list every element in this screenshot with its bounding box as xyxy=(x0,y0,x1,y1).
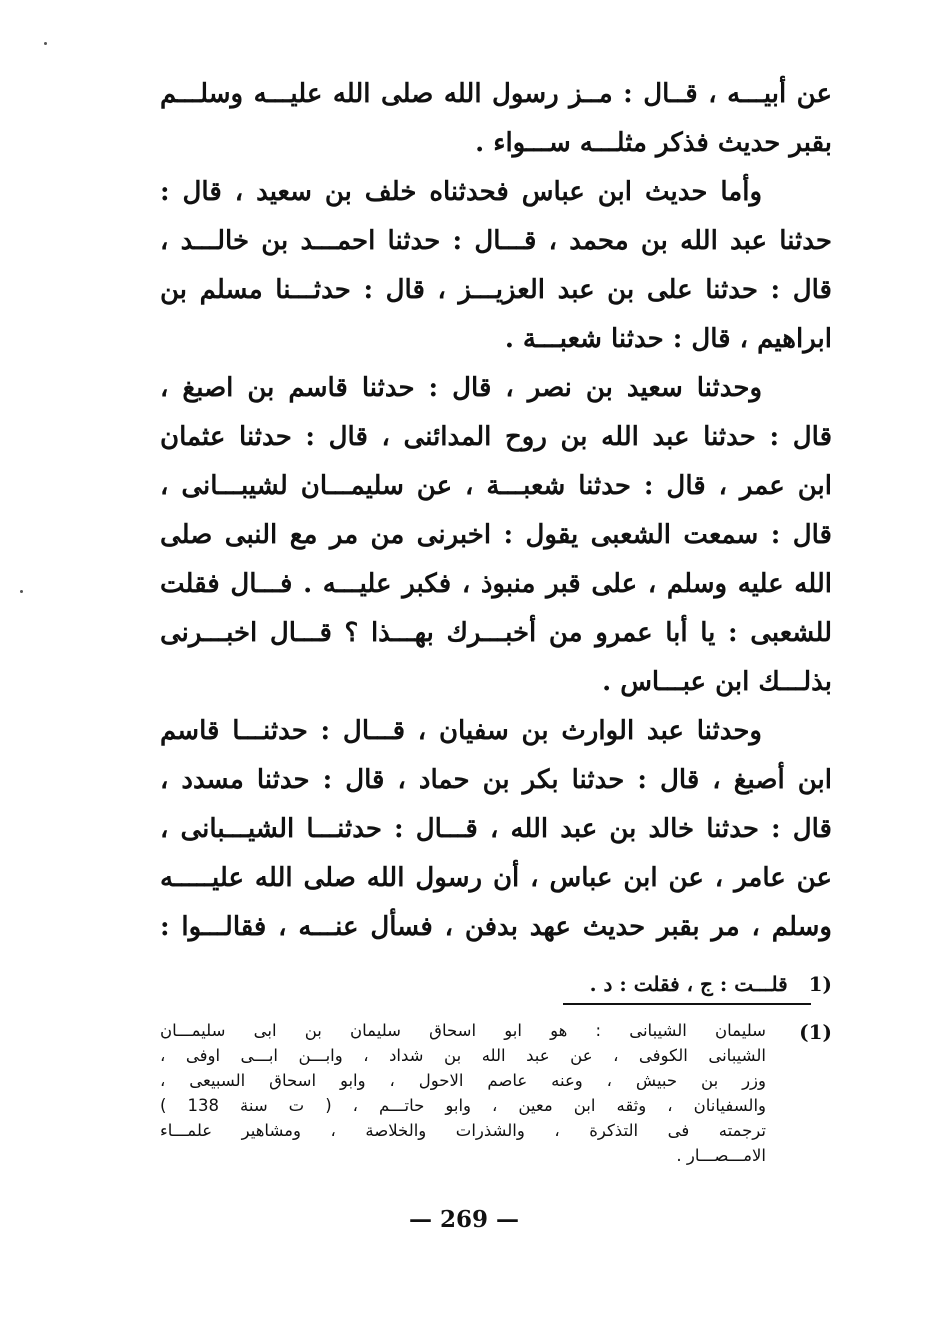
text-line: ابراهيم ، قال : حدثنا شعبـــة . xyxy=(504,324,832,354)
note-text: قلـــت : ج ، فقلت : د . xyxy=(589,972,788,996)
footnote-divider xyxy=(563,1003,811,1005)
text-line: قال : سمعت الشعبى يقول : اخبرنى من مر مع النبى صلى xyxy=(160,520,832,550)
text-line: الله عليه وسلم ، على قبر منبوذ ، فكبر عليـــه . فـــال فقلت xyxy=(160,569,832,599)
text-line: قال : حدثنا خالد بن عبد الله ، قـــال : حدثنـــا الشيـــبانى ، xyxy=(160,814,832,844)
footnote xyxy=(160,1018,832,1168)
footnote-line: سليمان الشيبانى : هو ابو اسحاق سليمان بن ابى سليمـــان xyxy=(160,1021,766,1040)
footnote-line: الامـــصـــار . xyxy=(676,1146,766,1165)
scan-speck xyxy=(44,42,47,45)
footnote-line: ترجمته فى التذكرة ، والشذرات والخلاصة ، ومشاهير علمـــاء xyxy=(160,1121,766,1140)
footnote-line: الشيبانى الكوفى ، عن عبد الله بن شداد ، وابـــن ابـــى اوفى ، xyxy=(160,1046,766,1065)
footnote-line: وزر بن حبيش ، وعنه عاصم الاحول ، وابو اسحاق السبيعى ، xyxy=(160,1071,766,1090)
textual-variant-note xyxy=(480,966,832,1002)
text-line: وحدثنا عبد الوارث بن سفيان ، قـــال : حدثنـــا قاسم xyxy=(160,716,762,746)
page-number: — 269 — xyxy=(408,1206,520,1233)
text-line: قال : حدثنا عبد الله بن روح المدائنى ، قال : حدثنا عثمان xyxy=(160,422,832,452)
text-line: عن عامر ، عن ابن عباس ، أن رسول الله صلى الله عليـــــه xyxy=(160,863,832,893)
text-line: بقبر حديث فذكر مثلـــه ســـواء . xyxy=(475,128,832,158)
text-line: ابن عمر ، قال : حدثنا شعبـــة ، عن سليمـــان لشيبـــانى ، xyxy=(160,471,832,501)
text-line: عن أبيـــه ، قــال : مــز رسول الله صلى الله عليـــه وسلـــم xyxy=(160,79,832,109)
text-line: وحدثنا سعيد بن نصر ، قال : حدثنا قاسم بن اصبغ ، xyxy=(160,373,762,403)
text-line: ابن أصبغ ، قال : حدثنا بكر بن حماد ، قال : حدثنا مسدد ، xyxy=(160,765,832,795)
footnote-marker: (1) xyxy=(799,1020,832,1044)
text-line: حدثنا عبد الله بن محمد ، قـــال : حدثنا احمـــد بن خالـــد ، xyxy=(160,226,832,256)
note-number: (1 xyxy=(808,972,832,996)
text-line: للشعبى : يا أبا عمرو من أخبـــرك بهـــذا ؟ قـــال اخبـــرنى xyxy=(160,618,832,648)
text-line: بذلـــك ابن عبـــاس . xyxy=(602,667,832,697)
main-text xyxy=(160,70,832,952)
footnote-line: والسفيانان ، وثقه ابن معين ، وابو حاتـــم ، ( ت سنة 138 ) xyxy=(160,1096,766,1115)
text-line: وسلم ، مر بقبر حديث عهد بدفن ، فسأل عنـــه ، فقالـــوا : xyxy=(160,912,832,942)
text-line: قال : حدثنا على بن عبد العزيـــز ، قال : حدثـــنا مسلم بن xyxy=(160,275,832,305)
text-line: وأما حديث ابن عباس فحدثناه خلف بن سعيد ، قال : xyxy=(160,177,762,207)
scan-speck xyxy=(20,590,23,593)
